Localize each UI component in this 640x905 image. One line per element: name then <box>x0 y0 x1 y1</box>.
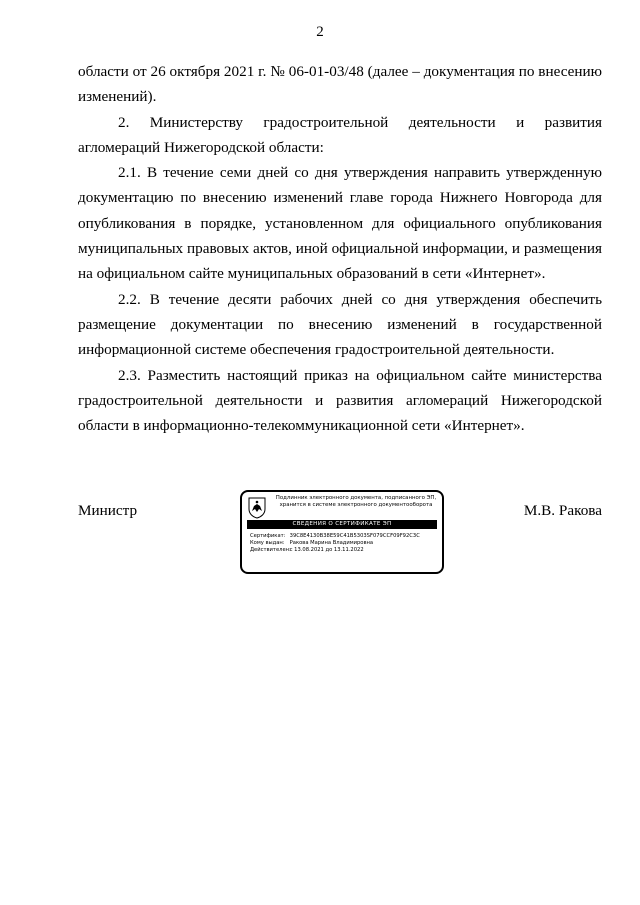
stamp-notice-line-1: Подлинник электронного документа, подписанного ЭП, <box>275 495 437 501</box>
validity-value: с 13.08.2021 до 13.11.2022 <box>289 547 364 554</box>
certificate-row <box>250 533 440 540</box>
paragraph-item-2-2: 2.2. В течение десяти рабочих дней со дня утверждения обеспечить размещение документации по внесению изменений в государственной информационной системе обеспечения градостроительной деятельности. <box>78 290 602 359</box>
certificate-value: 39C8E4130B38E59C41B5303SF079CCF09F92C3C <box>289 533 420 539</box>
page-number: 2 <box>316 24 324 40</box>
certificate-info-banner: СВЕДЕНИЯ О СЕРТИФИКАТЕ ЭП <box>247 520 437 529</box>
signature-block <box>0 495 640 590</box>
paragraph-item-2-3: 2.3. Разместить настоящий приказ на официальном сайте министерства градостроительной деятельности и развития агломераций Нижегородской области в информационно-телекоммуникационной сети «Интернет». <box>78 366 602 435</box>
certificate-details <box>250 533 440 555</box>
coat-of-arms-icon <box>248 497 266 519</box>
certificate-label: Сертификат: <box>250 533 286 539</box>
issued-to-value: Ракова Марина Владимировна <box>289 540 374 547</box>
issued-to-label: Кому выдан: <box>250 540 285 547</box>
paragraph-item-2-1: 2.1. В течение семи дней со дня утверждения направить утвержденную документацию по внесению изменений главе города Нижнего Новгорода для опубликования в порядке, установленном для официального опубликования муниципальных правовых актов, иной официальной информации, и размещения на официальном сайте муниципальных образований в сети «Интернет». <box>78 164 602 283</box>
signatory-name: М.В. Ракова <box>523 502 602 519</box>
validity-row <box>250 547 440 554</box>
signatory-title: Министр <box>78 502 138 519</box>
document-body <box>78 59 602 438</box>
validity-label: Действителен: <box>250 547 291 554</box>
paragraph-item-2: 2. Министерству градостроительной деятельности и развития агломераций Нижегородской области: <box>78 113 602 156</box>
paragraph-continuation: области от 26 октября 2021 г. № 06-01-03/48 (далее – документация по внесению изменений). <box>78 63 602 106</box>
stamp-notice-line-2: хранится в системе электронного документооборота <box>279 502 433 508</box>
electronic-signature-stamp <box>240 490 444 574</box>
stamp-notice <box>272 495 440 509</box>
